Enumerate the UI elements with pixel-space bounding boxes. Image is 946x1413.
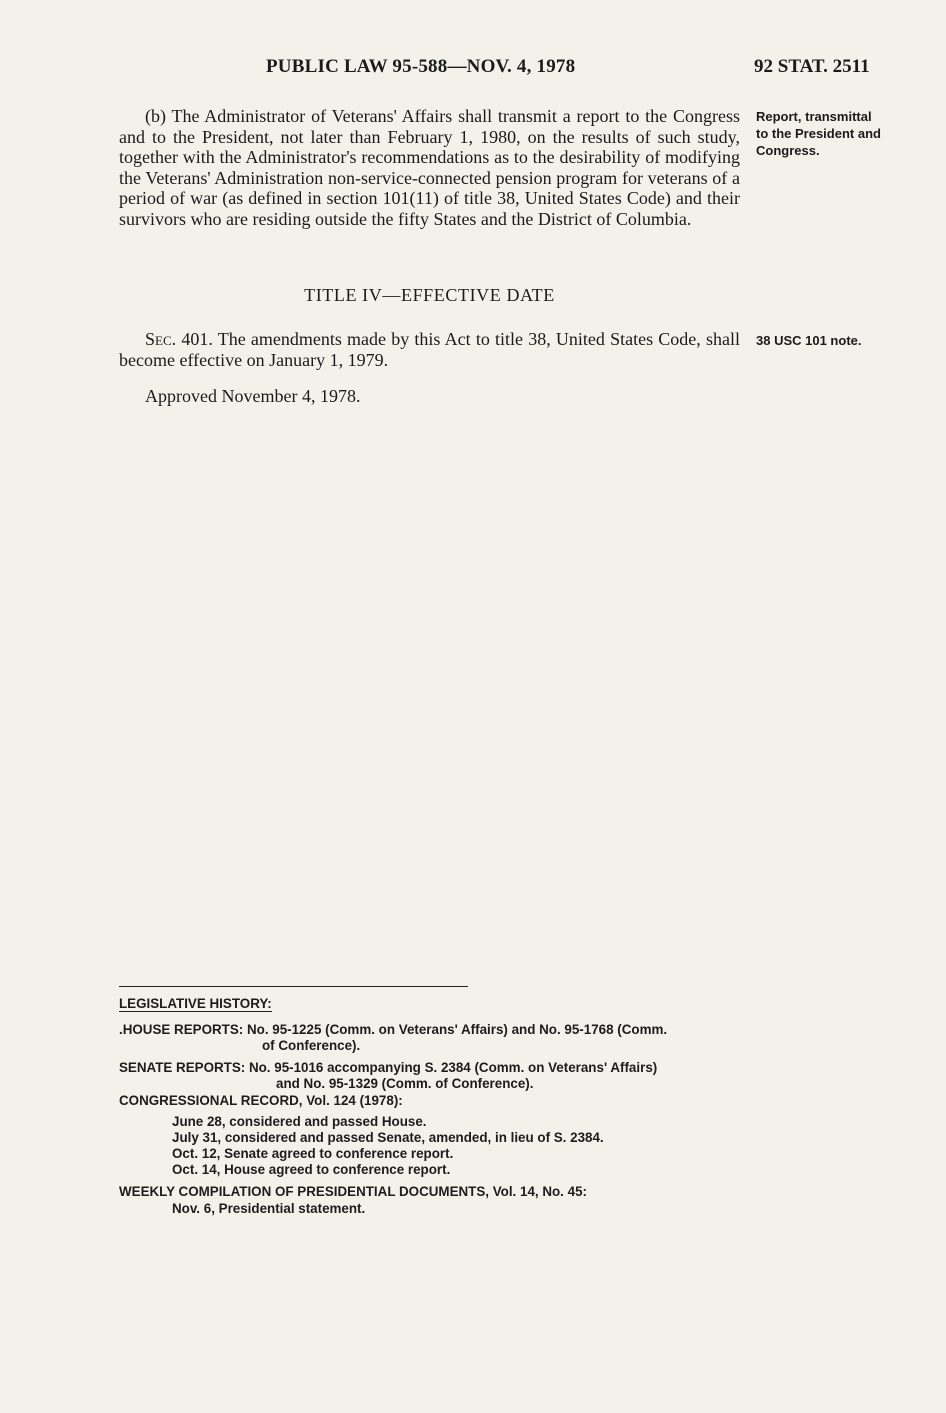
margin-note-usc: 38 USC 101 note. — [756, 333, 862, 348]
weekly-compilation-item: Nov. 6, Presidential statement. — [172, 1201, 366, 1216]
section-401-text: The amendments made by this Act to title 38, United States Code, shall become effective on January 1, 1979. — [119, 329, 740, 370]
section-b-paragraph: (b) The Administrator of Veterans' Affairs shall transmit a report to the Congress and to the President, not later than February 1, 1980, on the results of such study, together with the Administrator's recommendations as to the desirability of modifying the Veterans' Administration non-service-connected pension program for veterans of a period of war (as defined in section 101(11) of title 38, United States Code) and their survivors who are residing outside the fifty States and the District of Columbia. — [119, 106, 740, 229]
section-401-paragraph — [119, 329, 740, 370]
record-item: July 31, considered and passed Senate, amended, in lieu of S. 2384. — [172, 1130, 604, 1145]
congressional-record-items — [172, 1114, 812, 1178]
house-reports — [119, 1022, 759, 1054]
house-reports-line2: of Conference). — [262, 1038, 361, 1053]
title-iv-heading: TITLE IV—EFFECTIVE DATE — [304, 285, 555, 305]
approved-date: Approved November 4, 1978. — [145, 386, 361, 406]
header-title: PUBLIC LAW 95-588—NOV. 4, 1978 — [266, 56, 576, 77]
senate-reports-line1: SENATE REPORTS: No. 95-1016 accompanying S. 2384 (Comm. on Veterans' Affairs) — [119, 1060, 658, 1075]
senate-reports — [119, 1060, 759, 1092]
footnote-divider — [119, 986, 468, 987]
congressional-record: CONGRESSIONAL RECORD, Vol. 124 (1978): — [119, 1093, 403, 1108]
senate-reports-line2: and No. 95-1329 (Comm. of Conference). — [276, 1076, 534, 1091]
header-stat-reference: 92 STAT. 2511 — [754, 56, 870, 77]
margin-note-report: Report, transmittal to the President and Congress. — [756, 109, 881, 158]
legislative-history-heading — [119, 996, 759, 1012]
record-item: Oct. 12, Senate agreed to conference report. — [172, 1146, 454, 1161]
legislative-history-heading-text: LEGISLATIVE HISTORY: — [119, 996, 272, 1011]
record-item: Oct. 14, House agreed to conference report. — [172, 1162, 451, 1177]
house-reports-line1: .HOUSE REPORTS: No. 95-1225 (Comm. on Veterans' Affairs) and No. 95-1768 (Comm. — [119, 1022, 668, 1037]
section-401-label: Sec. 401. — [145, 329, 213, 349]
weekly-compilation: WEEKLY COMPILATION OF PRESIDENTIAL DOCUMENTS, Vol. 14, No. 45: — [119, 1184, 587, 1199]
record-item: June 28, considered and passed House. — [172, 1114, 427, 1129]
